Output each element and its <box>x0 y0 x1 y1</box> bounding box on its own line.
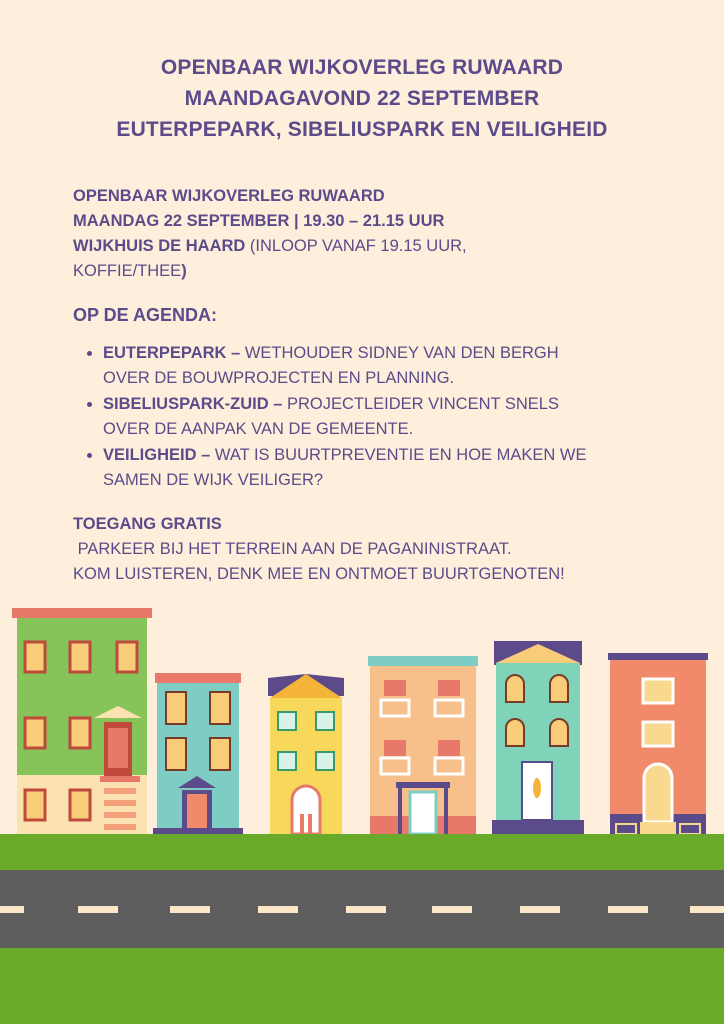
event-location-note <box>73 259 673 284</box>
location-note-a: (INLOOP VANAF 19.15 UUR, <box>245 237 467 255</box>
house-green-brick <box>12 608 152 834</box>
call-to-action: KOM LUISTEREN, DENK MEE EN ONTMOET BUURTGENOTEN! <box>73 565 565 583</box>
house-yellow <box>268 674 344 834</box>
house-coral <box>608 653 708 834</box>
road-markings <box>0 906 724 913</box>
agenda-topic: SIBELIUSPARK-ZUID – <box>103 395 283 413</box>
agenda-topic: EUTERPEPARK – <box>103 344 241 362</box>
title-line-3: EUTERPEPARK, SIBELIUSPARK EN VEILIGHEID <box>116 118 608 141</box>
agenda-item <box>103 341 703 391</box>
parking-text: PARKEER BIJ HET TERREIN AAN DE PAGANINISTRAAT. <box>73 540 512 558</box>
access-label: TOEGANG GRATIS <box>73 515 222 533</box>
agenda-text-a: WAT IS BUURTPREVENTIE EN HOE MAKEN WE <box>210 446 587 464</box>
event-location <box>73 234 673 259</box>
location-note-b: KOFFIE/THEE <box>73 262 182 280</box>
location-note-close: ) <box>181 262 187 280</box>
agenda-text-b: OVER DE BOUWPROJECTEN EN PLANNING. <box>103 369 455 387</box>
street-illustration <box>0 600 724 1024</box>
event-date-time: MAANDAG 22 SEPTEMBER | 19.30 – 21.15 UUR <box>73 212 445 230</box>
agenda-topic: VEILIGHEID – <box>103 446 211 464</box>
agenda-text-b: SAMEN DE WIJK VEILIGER? <box>103 471 324 489</box>
event-name: OPENBAAR WIJKOVERLEG RUWAARD <box>73 187 385 205</box>
agenda-text-b: OVER DE AANPAK VAN DE GEMEENTE. <box>103 420 414 438</box>
agenda-item <box>103 392 703 442</box>
agenda-heading: OP DE AGENDA: <box>73 305 218 325</box>
event-info <box>73 184 673 284</box>
agenda-item <box>103 443 703 493</box>
title-line-2: MAANDAGAVOND 22 SEPTEMBER <box>184 87 540 110</box>
house-orange <box>368 656 478 834</box>
page-title <box>0 52 724 145</box>
agenda-text-a: WETHOUDER SIDNEY VAN DEN BERGH <box>240 344 559 362</box>
agenda-list <box>73 341 703 494</box>
house-blue <box>153 673 243 836</box>
agenda-text-a: PROJECTLEIDER VINCENT SNELS <box>282 395 559 413</box>
title-line-1: OPENBAAR WIJKOVERLEG RUWAARD <box>160 56 564 79</box>
house-teal <box>492 641 584 834</box>
location-name: WIJKHUIS DE HAARD <box>73 237 246 255</box>
footer-info <box>73 512 693 587</box>
